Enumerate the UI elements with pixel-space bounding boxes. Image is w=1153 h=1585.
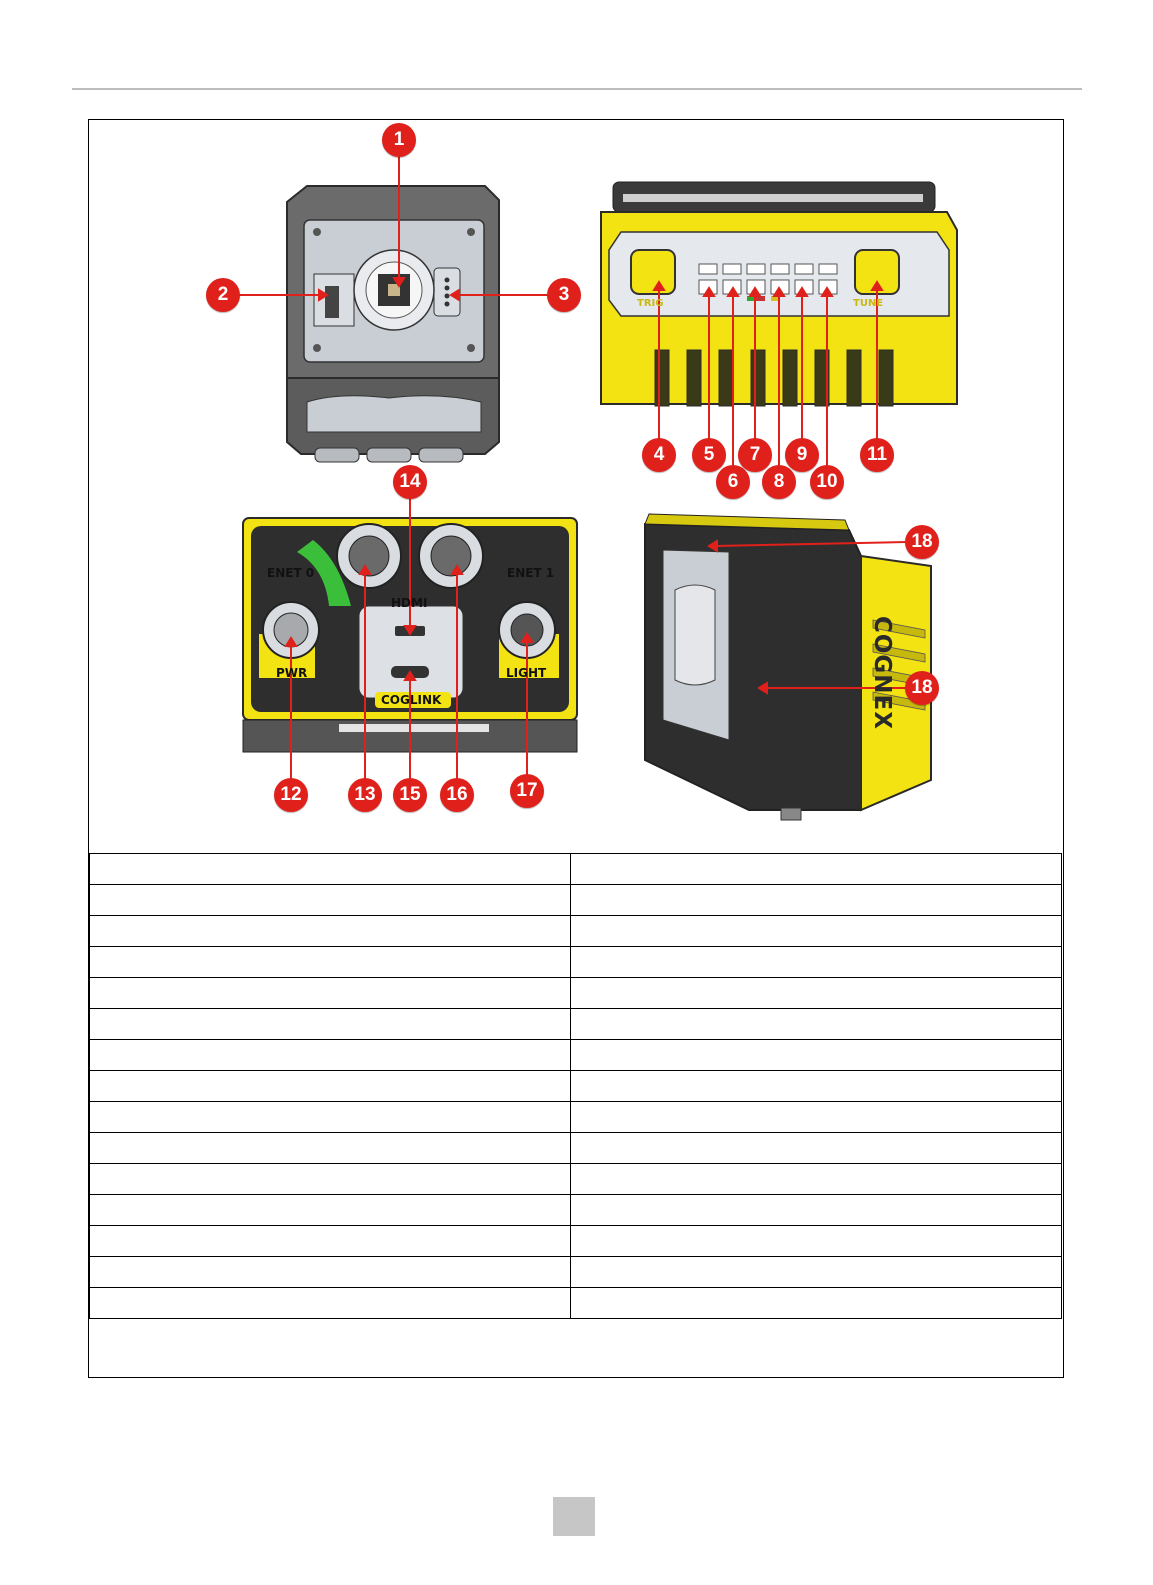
hdmi-label: HDMI bbox=[391, 596, 428, 610]
callout-16: 16 bbox=[440, 778, 474, 812]
callout-3: 3 bbox=[547, 278, 581, 312]
callout-6: 6 bbox=[716, 465, 750, 499]
table-cell-item bbox=[90, 947, 571, 978]
table-cell-description bbox=[571, 1040, 1062, 1071]
table-cell-item bbox=[90, 1009, 571, 1040]
table-cell-item bbox=[90, 916, 571, 947]
callout-7: 7 bbox=[738, 438, 772, 472]
table-row bbox=[90, 1257, 1062, 1288]
table-cell-item bbox=[90, 854, 571, 885]
trig-label: TRIG bbox=[637, 298, 664, 309]
callout-14: 14 bbox=[393, 465, 427, 499]
tune-label: TUNE bbox=[853, 298, 884, 309]
table-cell-item bbox=[90, 1195, 571, 1226]
table-cell-item bbox=[90, 885, 571, 916]
callout-1: 1 bbox=[382, 123, 416, 157]
table-cell-description bbox=[571, 1195, 1062, 1226]
callout-8: 8 bbox=[762, 465, 796, 499]
table-cell-description bbox=[571, 1009, 1062, 1040]
callout-layer bbox=[89, 120, 1062, 863]
cognex-logo: COGNEX bbox=[869, 616, 895, 731]
header-rule bbox=[72, 88, 1082, 90]
light-label: LIGHT bbox=[506, 666, 547, 680]
callout-12: 12 bbox=[274, 778, 308, 812]
table-cell-item bbox=[90, 1257, 571, 1288]
table-cell-description bbox=[571, 1164, 1062, 1195]
callout-13: 13 bbox=[348, 778, 382, 812]
table-cell-item bbox=[90, 1071, 571, 1102]
table-row bbox=[90, 1009, 1062, 1040]
table-cell-description bbox=[571, 916, 1062, 947]
table-row bbox=[90, 978, 1062, 1009]
table-row bbox=[90, 1102, 1062, 1133]
table-cell-item bbox=[90, 1040, 571, 1071]
table-row bbox=[90, 1288, 1062, 1319]
table-cell-item bbox=[90, 1102, 571, 1133]
camera-figure bbox=[89, 120, 1062, 863]
table-row bbox=[90, 1164, 1062, 1195]
table-cell-description bbox=[571, 947, 1062, 978]
table-cell-item bbox=[90, 1288, 571, 1319]
table-row bbox=[90, 916, 1062, 947]
table-row bbox=[90, 1195, 1062, 1226]
page-number bbox=[553, 1497, 595, 1536]
table-cell-description bbox=[571, 978, 1062, 1009]
coglink-label: COGLINK bbox=[381, 693, 442, 707]
table-row bbox=[90, 885, 1062, 916]
table-cell-description bbox=[571, 885, 1062, 916]
table-cell-item bbox=[90, 1226, 571, 1257]
table-row bbox=[90, 1071, 1062, 1102]
callout-4: 4 bbox=[642, 438, 676, 472]
table-row bbox=[90, 1040, 1062, 1071]
table-row bbox=[90, 1226, 1062, 1257]
pwr-label: PWR bbox=[276, 666, 308, 680]
callout-2: 2 bbox=[206, 278, 240, 312]
table-cell-description bbox=[571, 1071, 1062, 1102]
table-row bbox=[90, 1133, 1062, 1164]
callout-11: 11 bbox=[860, 438, 894, 472]
legend-table bbox=[89, 853, 1062, 1319]
enet1-label: ENET 1 bbox=[507, 566, 555, 580]
figure-frame bbox=[88, 119, 1064, 1378]
table-cell-item bbox=[90, 978, 571, 1009]
table-cell-description bbox=[571, 1226, 1062, 1257]
callout-10: 10 bbox=[810, 465, 844, 499]
legend-table-body bbox=[90, 854, 1062, 1319]
table-cell-description bbox=[571, 1288, 1062, 1319]
table-cell-item bbox=[90, 1133, 571, 1164]
callout-9: 9 bbox=[785, 438, 819, 472]
callout-18-top: 18 bbox=[905, 525, 939, 559]
table-cell-description bbox=[571, 854, 1062, 885]
table-cell-description bbox=[571, 1102, 1062, 1133]
table-cell-description bbox=[571, 1133, 1062, 1164]
callout-18-side: 18 bbox=[905, 671, 939, 705]
callout-15: 15 bbox=[393, 778, 427, 812]
table-row bbox=[90, 854, 1062, 885]
callout-5: 5 bbox=[692, 438, 726, 472]
table-row bbox=[90, 947, 1062, 978]
enet0-label: ENET 0 bbox=[267, 566, 315, 580]
callout-17: 17 bbox=[510, 774, 544, 808]
table-cell-description bbox=[571, 1257, 1062, 1288]
table-cell-item bbox=[90, 1164, 571, 1195]
